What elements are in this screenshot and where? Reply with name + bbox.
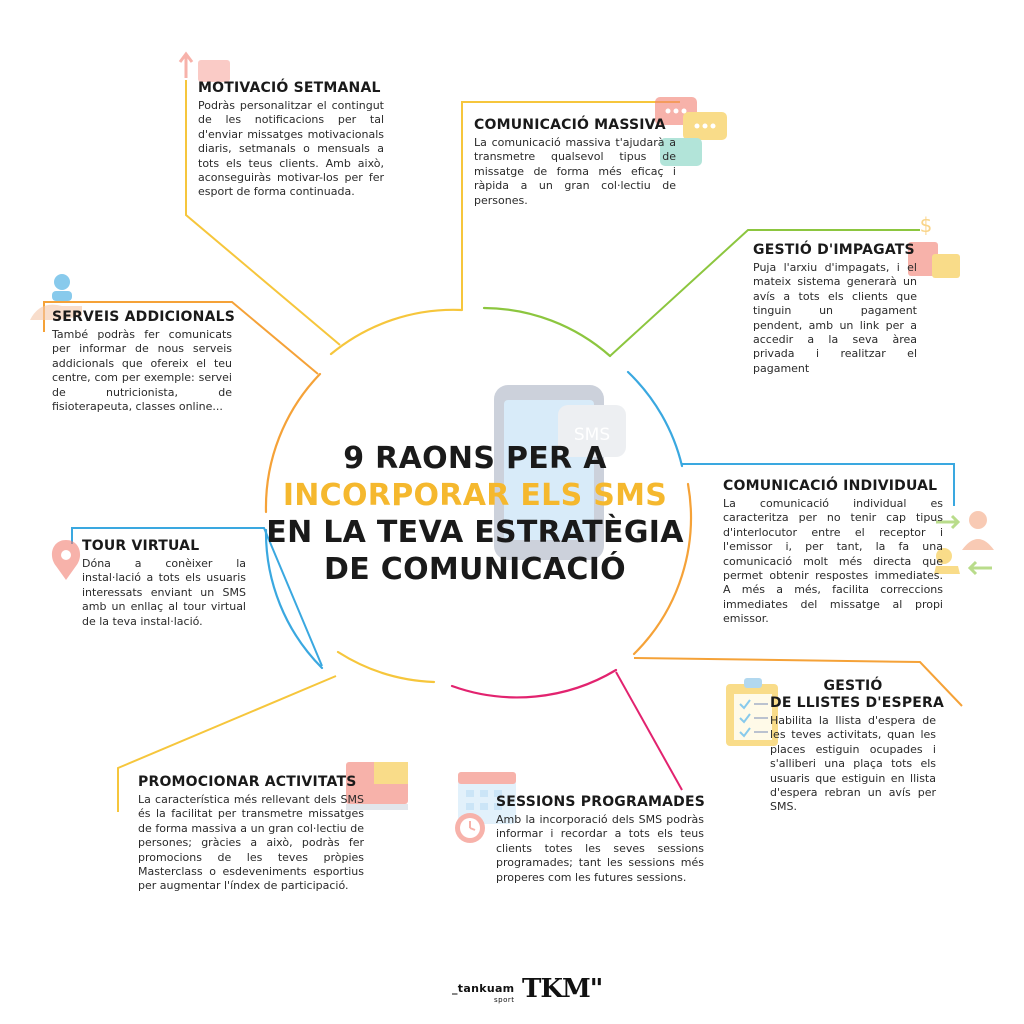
- arc-green: [484, 308, 610, 356]
- location-pin-icon: [52, 540, 80, 580]
- block-text: La comunicació massiva t'ajudarà a transmetre qualsevol tipus de missatge de forma més eficaç i ràpida a un gran col·lectiu de persones.: [474, 136, 676, 207]
- block-comunicacio-individual: [723, 478, 943, 627]
- block-motivacio-setmanal: [198, 80, 384, 200]
- arc-yellow-bottom: [338, 652, 434, 682]
- block-gestio-impagats: [753, 242, 917, 376]
- center-title-line-3: EN LA TEVA ESTRATÈGIA: [266, 515, 684, 550]
- block-sessions-programades: [496, 794, 704, 885]
- block-text: Puja l'arxiu d'impagats, i el mateix sistema generarà un avís a tots els clients que tinguin un pagament pendent, amb un link per a accedir a la seva àrea privada i realitzar el pagament: [753, 261, 917, 375]
- block-title: TOUR VIRTUAL: [82, 538, 200, 554]
- block-title: SESSIONS PROGRAMADES: [496, 794, 706, 810]
- center-title-highlight: INCORPORAR ELS SMS: [282, 478, 668, 513]
- block-title-line-1: GESTIÓ: [823, 678, 883, 694]
- block-text: Habilita la llista d'espera de les teves activitats, quan les places estiguin ocupades i s'alliberi una plaça tots els usuaris que estiguin en llista d'espera rebran un avís per SMS.: [770, 714, 936, 814]
- block-text: La comunicació individual es caracteritza per no tenir cap tipus d'interlocutor entre el receptor i l'emissor i, per tant, la fa una comunicació molt més directa que permet obtenir respostes immediates. A més a més, facilita correccions immediates del missatge al propi emissor.: [723, 497, 943, 626]
- arc-pink: [452, 670, 616, 697]
- logo-sub: sport: [494, 996, 515, 1004]
- block-text: Amb la incorporació dels SMS podràs informar i recordar a tots els teus clients totes les seves sessions programades; tant les sessions més properes com les futures sessions.: [496, 813, 704, 884]
- phone-sms-badge: SMS: [573, 425, 611, 445]
- center-title-line-1: 9 RAONS PER A: [343, 441, 607, 476]
- block-title: GESTIÓ D'IMPAGATS: [753, 242, 915, 258]
- block-promocionar-activitats: [138, 774, 364, 894]
- block-title: SERVEIS ADDICIONALS: [52, 309, 236, 325]
- exchange-people-icon: [934, 511, 994, 574]
- block-text: La característica més rellevant dels SMS és la facilitat per transmetre missatges de forma massiva a un gran col·lectiu de persones; gràcies a això, podràs fer promocions de les teves pròpies Masterclass o esdeveniments esportius per augmentar l'índex de participació.: [138, 793, 364, 893]
- center-title: [250, 440, 700, 588]
- block-tour-virtual: [82, 538, 246, 629]
- center-title-line-4: DE COMUNICACIÓ: [324, 552, 626, 587]
- logo-wordmark: _tankuam: [452, 982, 515, 995]
- block-title: MOTIVACIÓ SETMANAL: [198, 80, 381, 96]
- block-text: També podràs fer comunicats per informar de nous serveis addicionals que ofereix el teu centre, com per exemple: servei de nutricionista, de fisioterapeuta, classes online...: [52, 328, 232, 414]
- block-title-line-2: DE LLISTES D'ESPERA: [770, 695, 945, 711]
- block-gestio-llistes-espera: [770, 678, 945, 815]
- block-title: PROMOCIONAR ACTIVITATS: [138, 774, 357, 790]
- svg-text:$: $: [919, 213, 933, 237]
- motivation-trophy-icon: [180, 54, 230, 82]
- block-title: COMUNICACIÓ MASSIVA: [474, 117, 666, 133]
- block-comunicacio-massiva: [474, 117, 676, 208]
- block-text: Podràs personalitzar el contingut de les notificacions per tal d'enviar missatges motivacionals diaris, setmanals o mensuals a tots els teus clients. Amb això, aconseguiràs motivar-los per fer esport de forma continuada.: [198, 99, 384, 199]
- block-serveis-addicionals: [52, 309, 236, 414]
- block-title: COMUNICACIÓ INDIVIDUAL: [723, 478, 938, 494]
- tankuam-logo: [440, 972, 603, 1008]
- arc-yellow: [331, 310, 462, 354]
- connector-sessions: [616, 672, 682, 790]
- logo-mark: TKM": [522, 974, 603, 1004]
- block-text: Dóna a conèixer la instal·lació a tots els usuaris interessats enviant un SMS amb un enllaç al tour virtual de la teva instal·lació.: [82, 557, 246, 628]
